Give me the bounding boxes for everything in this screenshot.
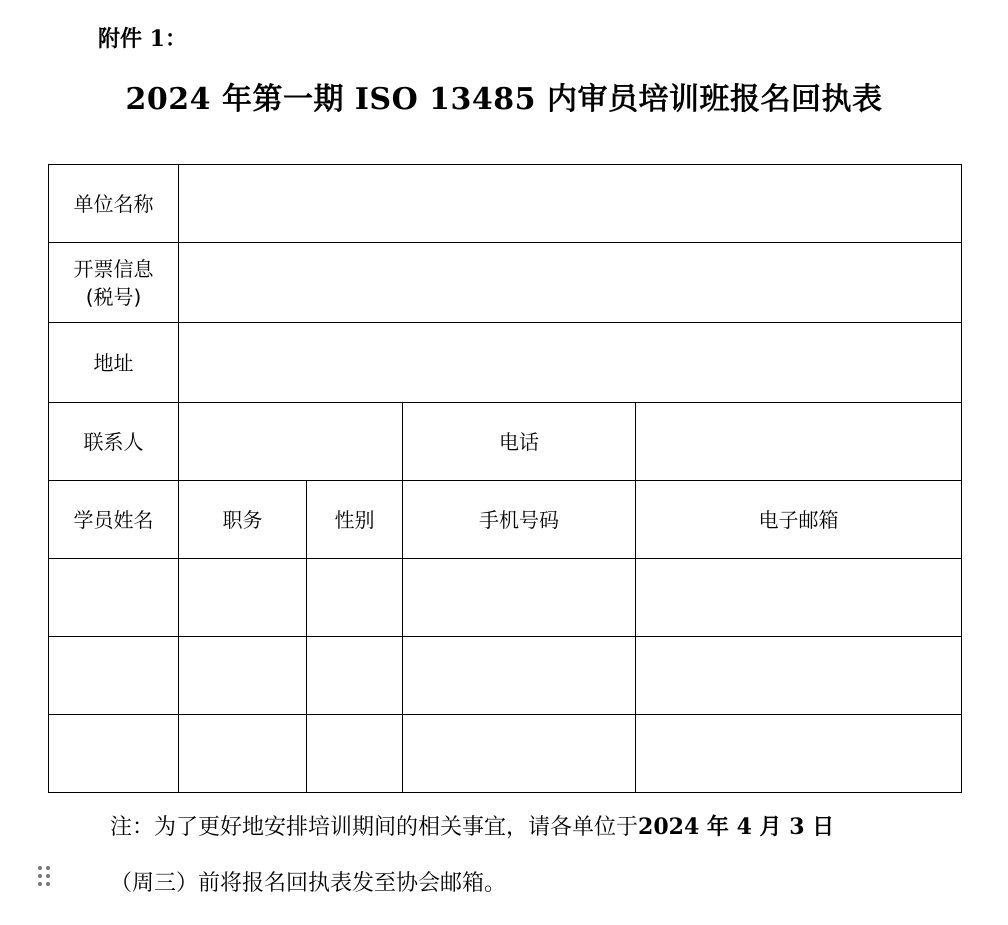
email-cell[interactable] <box>636 559 962 637</box>
gender-cell[interactable] <box>307 559 403 637</box>
invoice-label-line2: (税号) <box>85 284 142 309</box>
note-line-1 <box>110 810 834 841</box>
table-row <box>49 559 962 637</box>
gender-cell[interactable] <box>307 715 403 793</box>
contact-field[interactable] <box>179 403 403 481</box>
note-line-2: （周三）前将报名回执表发至协会邮箱。 <box>110 871 507 896</box>
table-row <box>49 715 962 793</box>
form-title: 2024 年第一期 ISO 13485 内审员培训班报名回执表 <box>125 82 883 117</box>
invoice-info-field[interactable] <box>179 243 962 323</box>
address-label: 地址 <box>49 323 179 403</box>
email-cell[interactable] <box>636 637 962 715</box>
phone-label: 电话 <box>403 403 636 481</box>
table-row <box>49 165 962 243</box>
table-header-row <box>49 481 962 559</box>
unit-name-label: 单位名称 <box>49 165 179 243</box>
position-cell[interactable] <box>179 637 307 715</box>
column-header-gender: 性别 <box>307 481 403 559</box>
table-row <box>49 323 962 403</box>
mobile-cell[interactable] <box>403 637 636 715</box>
column-header-position: 职务 <box>179 481 307 559</box>
student-name-cell[interactable] <box>49 559 179 637</box>
column-header-name: 学员姓名 <box>49 481 179 559</box>
table-row <box>49 243 962 323</box>
student-name-cell[interactable] <box>49 637 179 715</box>
column-header-mobile: 手机号码 <box>403 481 636 559</box>
registration-table <box>48 164 962 793</box>
invoice-info-label <box>49 243 179 323</box>
address-field[interactable] <box>179 323 962 403</box>
invoice-label-line1: 开票信息 <box>73 256 154 281</box>
drag-handle-icon[interactable] <box>38 866 54 888</box>
contact-label: 联系人 <box>49 403 179 481</box>
mobile-cell[interactable] <box>403 559 636 637</box>
unit-name-field[interactable] <box>179 165 962 243</box>
attachment-label: 附件 1： <box>98 26 187 52</box>
position-cell[interactable] <box>179 715 307 793</box>
position-cell[interactable] <box>179 559 307 637</box>
column-header-email: 电子邮箱 <box>636 481 962 559</box>
table-row <box>49 403 962 481</box>
mobile-cell[interactable] <box>403 715 636 793</box>
student-name-cell[interactable] <box>49 715 179 793</box>
note-deadline-date: 2024 年 4 月 3 日 <box>638 814 835 840</box>
note-prefix: 注：为了更好地安排培训期间的相关事宜，请各单位于 <box>110 815 639 840</box>
email-cell[interactable] <box>636 715 962 793</box>
phone-field[interactable] <box>636 403 962 481</box>
gender-cell[interactable] <box>307 637 403 715</box>
table-row <box>49 637 962 715</box>
